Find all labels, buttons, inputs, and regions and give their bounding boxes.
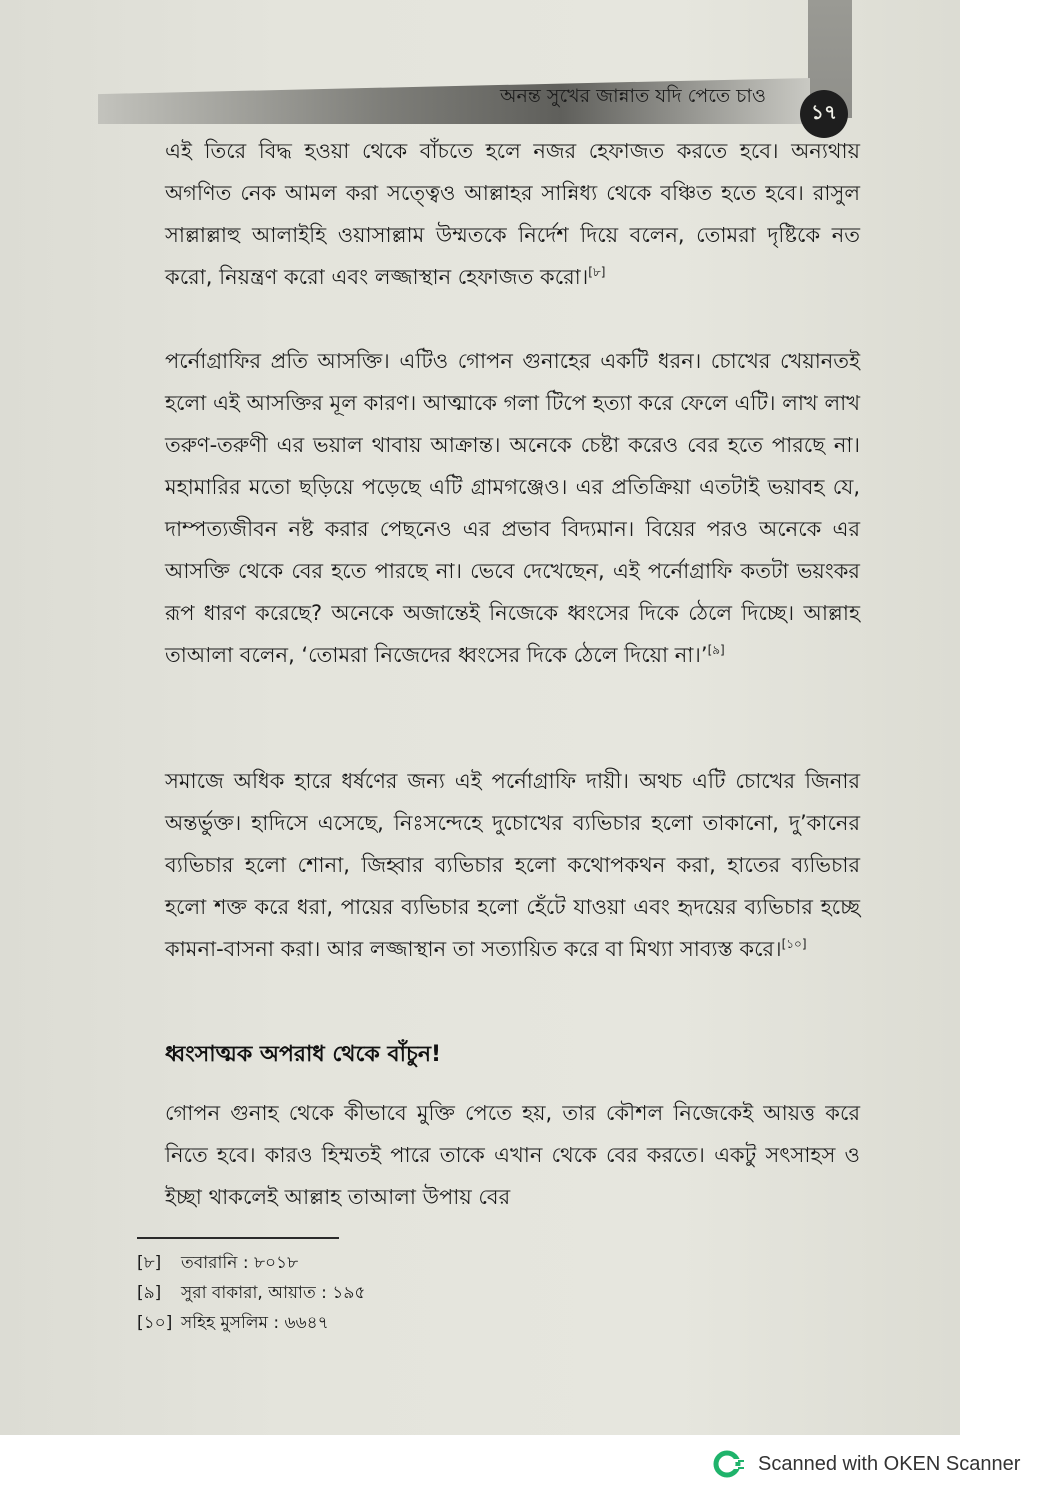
footnote-ref[interactable]: [১০]	[781, 937, 807, 951]
footnote-divider	[137, 1237, 339, 1239]
paragraph-1	[165, 130, 860, 298]
scanner-watermark-text: Scanned with OKEN Scanner	[758, 1452, 1021, 1475]
footnote-mark: [১০]	[137, 1313, 173, 1333]
paragraph-text: সমাজে অধিক হারে ধর্ষণের জন্য এই পর্নোগ্রাফি দায়ী। অথচ এটি চোখের জিনার অন্তর্ভুক্ত। হাদিসে এসেছে, নিঃসন্দেহে দুচোখের ব্যভিচার হলো তাকানো, দু’কানের ব্যভিচার হলো শোনা, জিহ্বার ব্যভিচার হলো কথোপকথন করা, হাতের ব্যভিচার হলো শক্ত করে ধরা, পায়ের ব্যভিচার হলো হেঁটে যাওয়া এবং হৃদয়ের ব্যভিচার হচ্ছে কামনা-বাসনা করা। আর লজ্জাস্থান তা সত্যায়িত করে বা মিথ্যা সাব্যস্ত করে।	[165, 769, 860, 961]
section-heading: ধ্বংসাত্মক অপরাধ থেকে বাঁচুন!	[165, 1042, 442, 1067]
footnotes-list	[137, 1248, 365, 1338]
paragraph-text: পর্নোগ্রাফির প্রতি আসক্তি। এটিও গোপন গুনাহের একটি ধরন। চোখের খেয়ানতই হলো এই আসক্তির মূল কারণ। আত্মাকে গলা টিপে হত্যা করে ফেলে এটি। লাখ লাখ তরুণ-তরুণী এর ভয়াল থাবায় আক্রান্ত। অনেকে চেষ্টা করেও বের হতে পারছে না। মহামারির মতো ছড়িয়ে পড়েছে এটি গ্রামগঞ্জেও। এর প্রতিক্রিয়া এতটাই ভয়াবহ যে, দাম্পত্যজীবন নষ্ট করার পেছনেও এর প্রভাব বিদ্যমান। বিয়ের পরও অনেকে এর আসক্তি থেকে বের হতে পারছে না। ভেবে দেখেছেন, এই পর্নোগ্রাফি কতটা ভয়ংকর রূপ ধারণ করেছে? অনেকে অজান্তেই নিজেকে ধ্বংসের দিকে ঠেলে দিচ্ছে। আল্লাহ তাআলা বলেন, ‘তোমরা নিজেদের ধ্বংসের দিকে ঠেলে দিয়ো না।’	[165, 349, 860, 667]
paragraph-text: এই তিরে বিদ্ধ হওয়া থেকে বাঁচতে হলে নজর হেফাজত করতে হবে। অন্যথায় অগণিত নেক আমল করা সত্ত্বেও আল্লাহর সান্নিধ্য থেকে বঞ্চিত হতে হবে। রাসুল সাল্লাল্লাহু আলাইহি ওয়াসাল্লাম উম্মতকে নির্দেশ দিয়ে বলেন, তোমরা দৃষ্টিকে নত করো, নিয়ন্ত্রণ করো এবং লজ্জাস্থান হেফাজত করো।	[165, 139, 860, 289]
footnote-item	[137, 1248, 365, 1278]
footnote-item	[137, 1308, 365, 1338]
scanner-watermark	[712, 1447, 1020, 1481]
footnote-item	[137, 1278, 365, 1308]
section-paragraph: গোপন গুনাহ থেকে কীভাবে মুক্তি পেতে হয়, তার কৌশল নিজেকেই আয়ত্ত করে নিতে হবে। কারও হিম্মতই পারে তাকে এখান থেকে বের করতে। একটু সৎসাহস ও ইচ্ছা থাকলেই আল্লাহ তাআলা উপায় বের	[165, 1101, 860, 1209]
footnote-text: সুরা বাকারা, আয়াত : ১৯৫	[181, 1283, 366, 1303]
paragraph-3	[165, 760, 860, 970]
running-title: অনন্ত সুখের জান্নাত যদি পেতে চাও	[500, 85, 766, 107]
oken-scanner-logo-icon	[712, 1447, 746, 1481]
page-number: ১৭	[800, 90, 848, 138]
footnote-mark: [৮]	[137, 1253, 162, 1273]
footnote-ref[interactable]: [৯]	[707, 643, 725, 657]
footnote-text: তবারানি : ৮০১৮	[181, 1253, 299, 1273]
footnote-text: সহিহ মুসলিম : ৬৬৪৭	[181, 1313, 329, 1333]
footnote-mark: [৯]	[137, 1283, 162, 1303]
footnote-ref[interactable]: [৮]	[588, 265, 606, 279]
paragraph-2	[165, 340, 860, 676]
